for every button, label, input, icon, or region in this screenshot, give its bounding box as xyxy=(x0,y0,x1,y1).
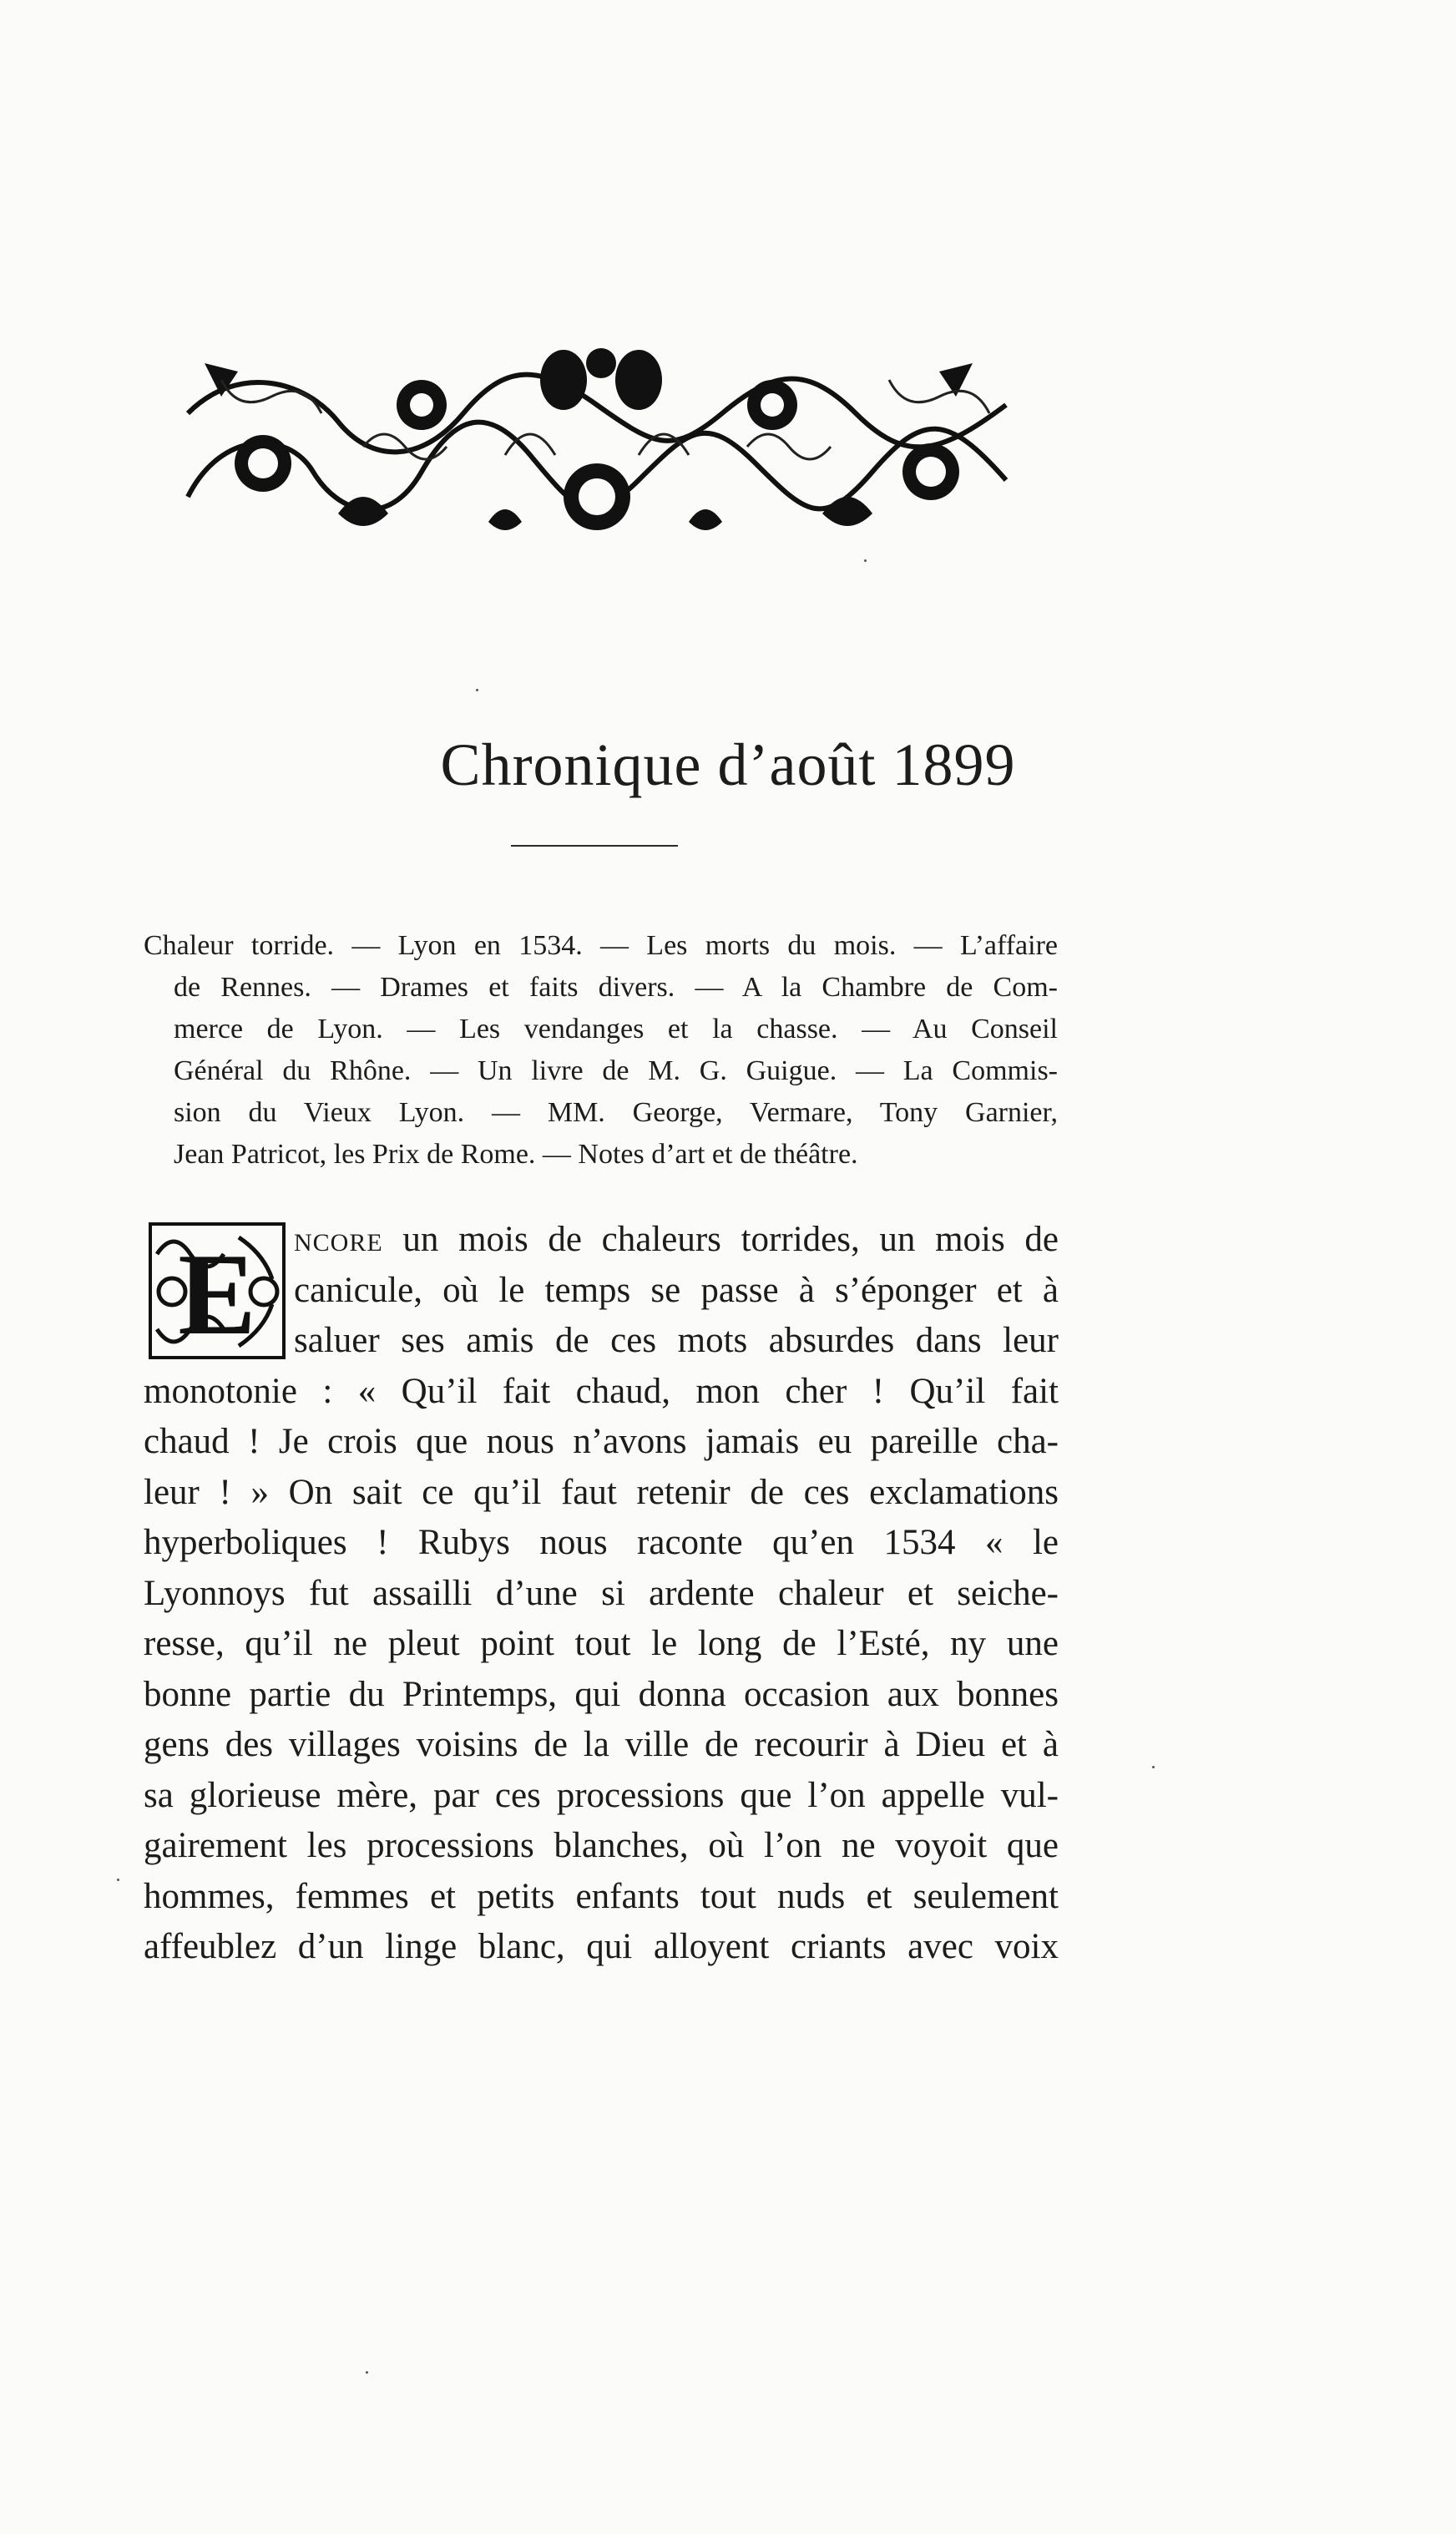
body-line: saluer ses amis de ces mots absurdes dans leur xyxy=(294,1321,1059,1360)
body-line: bonne partie du Printemps, qui donna occasion aux bonnes xyxy=(144,1674,1059,1714)
body-line: chaud ! Je crois que nous n’avons jamais eu pareille cha- xyxy=(144,1422,1059,1461)
body-line: sa glorieuse mère, par ces processions que l’on appelle vul- xyxy=(144,1775,1059,1815)
body-line: monotonie : « Qu’il fait chaud, mon cher ! Qu’il fait xyxy=(144,1371,1059,1411)
first-word-rest: ncore xyxy=(294,1220,383,1259)
body-line: hommes, femmes et petits enfants tout nuds et seulement xyxy=(144,1876,1059,1916)
paper-speck xyxy=(864,559,867,562)
summary-line: Général du Rhône. — Un livre de M. G. Guigue. — La Commis- xyxy=(174,1055,1058,1086)
paper-speck xyxy=(117,1879,119,1881)
body-line: hyperboliques ! Rubys nous raconte qu’en 1534 « le xyxy=(144,1523,1059,1562)
body-line: leur ! » On sait ce qu’il faut retenir de ces exclamations xyxy=(144,1472,1059,1512)
summary-line: Chaleur torride. — Lyon en 1534. — Les morts du mois. — L’affaire xyxy=(144,930,1058,961)
paper-speck xyxy=(366,2371,368,2374)
summary-line: Jean Patricot, les Prix de Rome. — Notes d’art et de théâtre. xyxy=(174,1139,858,1170)
paper-speck xyxy=(476,689,478,691)
body-text xyxy=(144,1215,1059,1973)
paper-speck xyxy=(1152,1766,1155,1768)
ornamental-headpiece xyxy=(171,330,1023,555)
summary-line: merce de Lyon. — Les vendanges et la chasse. — Au Conseil xyxy=(174,1014,1058,1044)
body-line xyxy=(294,1215,1059,1266)
dropcap-letter: E xyxy=(178,1230,256,1359)
body-line: gairement les processions blanches, où l’on ne voyoit que xyxy=(144,1826,1059,1865)
title-rule xyxy=(511,845,678,847)
summary-line: de Rennes. — Drames et faits divers. — A la Chambre de Com- xyxy=(174,972,1058,1003)
body-line: affeublez d’un linge blanc, qui alloyent criants avec voix xyxy=(144,1927,1059,1966)
summary-line: sion du Vieux Lyon. — MM. George, Vermare, Tony Garnier, xyxy=(174,1097,1058,1128)
body-line-text: un mois de chaleurs torrides, un mois de xyxy=(382,1220,1059,1259)
body-line: gens des villages voisins de la ville de recourir à Dieu et à xyxy=(144,1725,1059,1764)
page-title: Chronique d’août 1899 xyxy=(440,731,1016,798)
body-line: Lyonnoys fut assailli d’une si ardente chaleur et seiche- xyxy=(144,1573,1059,1613)
chapter-summary xyxy=(144,925,1058,1176)
body-line: canicule, où le temps se passe à s’éponger et à xyxy=(294,1270,1059,1310)
body-line: resse, qu’il ne pleut point tout le long de l’Esté, ny une xyxy=(144,1624,1059,1663)
